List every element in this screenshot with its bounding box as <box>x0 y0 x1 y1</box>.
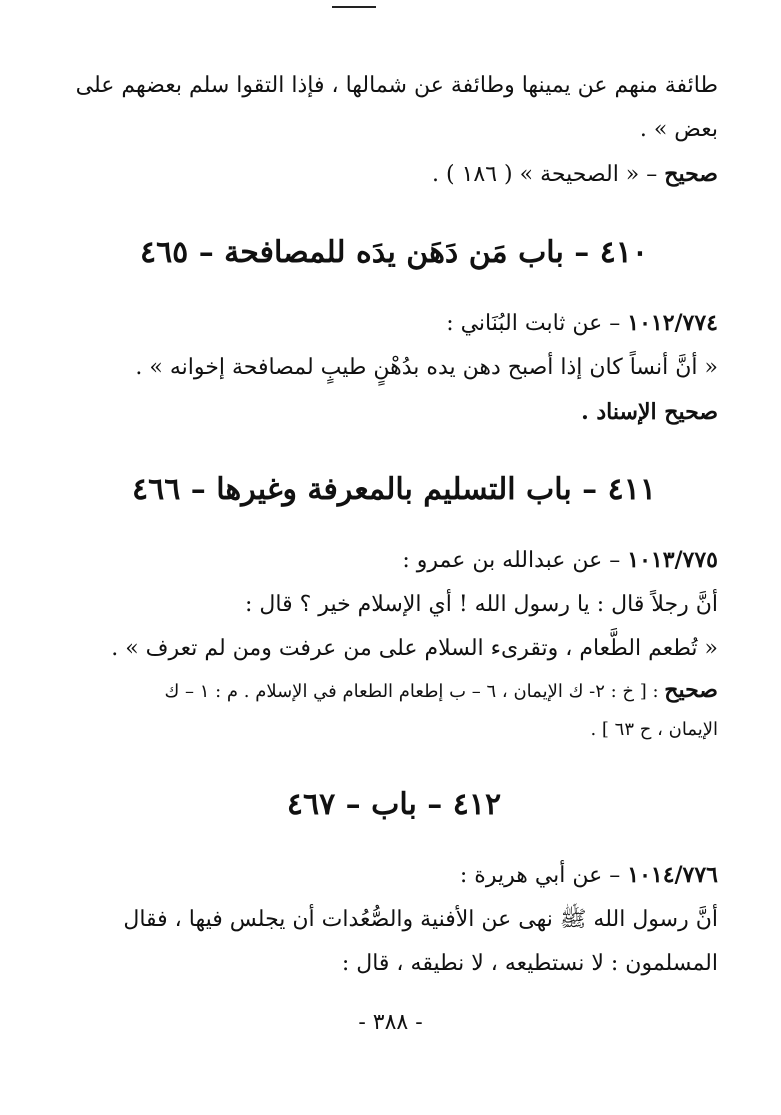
hadith-text: « تُطعم الطَّعام ، وتقرىء السلام على من عرفت ومن لم تعرف » . <box>111 636 718 661</box>
hadith-number: ١٠١٤/٧٧٦ <box>627 862 718 888</box>
hadith-number: ١٠١٣/٧٧٥ <box>627 547 718 573</box>
grade-line: صحيح الإسناد . <box>581 399 718 425</box>
hadith-text: « أنَّ أنساً كان إذا أصبح دهن يده بدُهْنٍ طيبٍ لمصافحة إخوانه » . <box>135 355 718 380</box>
text-line: بعض » . <box>639 117 718 142</box>
text-line: طائفة منهم عن يمينها وطائفة عن شمالها ، فإذا التقوا سلم بعضهم على <box>75 73 718 98</box>
hadith-header <box>70 538 718 583</box>
reference-line <box>70 671 718 711</box>
grade-line <box>70 152 718 197</box>
hadith-narrator: – عن أبي هريرة : <box>459 863 628 888</box>
chapter-heading-412: ٤١٢ – باب – ٤٦٧ <box>286 787 502 822</box>
hadith-narrator: – عن ثابت البُنَاني : <box>446 311 628 336</box>
hadith-header <box>70 853 718 898</box>
hadith-text: أنَّ رسول الله ﷺ نهى عن الأفنية والصُّعُدات أن يجلس فيها ، فقال <box>123 907 718 932</box>
hadith-number: ١٠١٢/٧٧٤ <box>627 310 718 336</box>
grade-label: صحيح <box>664 677 718 703</box>
reference-text: : [ خ : ٢- ك الإيمان ، ٦ – ب إطعام الطعام في الإسلام . م : ١ – ك <box>164 681 665 702</box>
grade-source: – « الصحيحة » ( ١٨٦ ) . <box>432 162 665 187</box>
chapter-heading-411: ٤١١ – باب التسليم بالمعرفة وغيرها – ٤٦٦ <box>132 472 656 507</box>
hadith-text: أنَّ رجلاً قال : يا رسول الله ! أي الإسلام خير ؟ قال : <box>245 592 718 617</box>
top-rule <box>332 6 376 8</box>
page-body <box>70 64 718 986</box>
hadith-narrator: – عن عبدالله بن عمرو : <box>402 548 628 573</box>
hadith-text: المسلمون : لا نستطيعه ، لا نطيقه ، قال : <box>341 951 718 976</box>
page-number: - ٣٨٨ - <box>358 1010 423 1035</box>
reference-line: الإيمان ، ح ٦٣ ] . <box>590 719 718 740</box>
chapter-heading-410: ٤١٠ – باب مَن دَهَن يدَه للمصافحة – ٤٦٥ <box>139 235 649 270</box>
hadith-header <box>70 301 718 346</box>
grade-label: صحيح <box>664 161 718 187</box>
